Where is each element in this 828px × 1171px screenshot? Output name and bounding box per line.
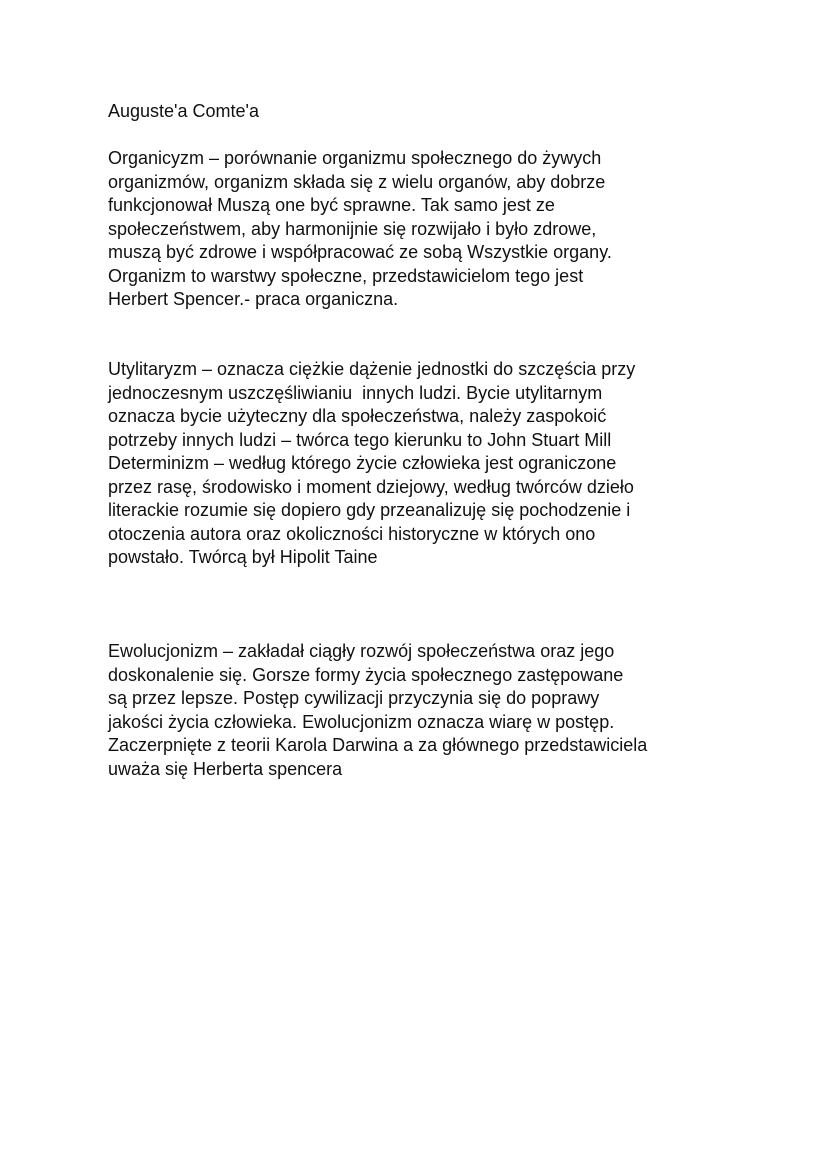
text-line: funkcjonował Muszą one być sprawne. Tak samo jest ze (108, 195, 555, 215)
text-line: przez rasę, środowisko i moment dziejowy, według twórców dzieło (108, 476, 634, 497)
text-line: społeczeństwem, aby harmonijnie się rozwijało i było zdrowe, (108, 218, 597, 239)
text-line: Herbert Spencer.- praca organiczna. (108, 289, 399, 309)
text-line: są przez lepsze. Postęp cywilizacji przyczynia się do poprawy (108, 688, 600, 708)
paragraph-ewolucjonizm (108, 640, 748, 781)
text-line: Organicyzm – porównanie organizmu społecznego do żywych (108, 148, 602, 168)
text-line: uważa się Herberta spencera (108, 758, 343, 779)
text-line: muszą być zdrowe i współpracować ze sobą Wszystkie organy. (108, 242, 612, 262)
text-line: potrzeby innych ludzi – twórca tego kierunku to John Stuart Mill (108, 429, 612, 450)
paragraph-determinizm (108, 452, 748, 570)
document-title-block (108, 100, 748, 124)
text-line: Organizm to warstwy społeczne, przedstawicielom tego jest (108, 265, 584, 286)
text-line: literackie rozumie się dopiero gdy przeanalizuję się pochodzenie i (108, 500, 631, 520)
text-line: jakości życia człowieka. Ewolucjonizm oznacza wiarę w postęp. (108, 711, 615, 732)
text-line: doskonalenie się. Gorsze formy życia społecznego zastępowane (108, 664, 624, 685)
text-line: powstało. Twórcą był Hipolit Taine (108, 547, 378, 567)
text-line: Zaczerpnięte z teorii Karola Darwina a za głównego przedstawiciela (108, 735, 648, 755)
text-line: Utylitaryzm – oznacza ciężkie dążenie jednostki do szczęścia przy (108, 359, 636, 379)
text-line: organizmów, organizm składa się z wielu organów, aby dobrze (108, 171, 606, 192)
text-line: Determinizm – według którego życie człowieka jest ograniczone (108, 453, 617, 473)
paragraph-organicyzm (108, 147, 748, 312)
paragraph-utylitaryzm (108, 358, 748, 452)
text-line: otoczenia autora oraz okoliczności historyczne w których ono (108, 523, 596, 544)
document-title: Auguste'a Comte'a (108, 101, 259, 121)
text-line: oznacza bycie użyteczny dla społeczeństwa, należy zaspokoić (108, 406, 607, 426)
text-line: jednoczesnym uszczęśliwianiu innych ludzi. Bycie utylitarnym (108, 382, 603, 403)
text-line: Ewolucjonizm – zakładał ciągły rozwój społeczeństwa oraz jego (108, 641, 615, 661)
